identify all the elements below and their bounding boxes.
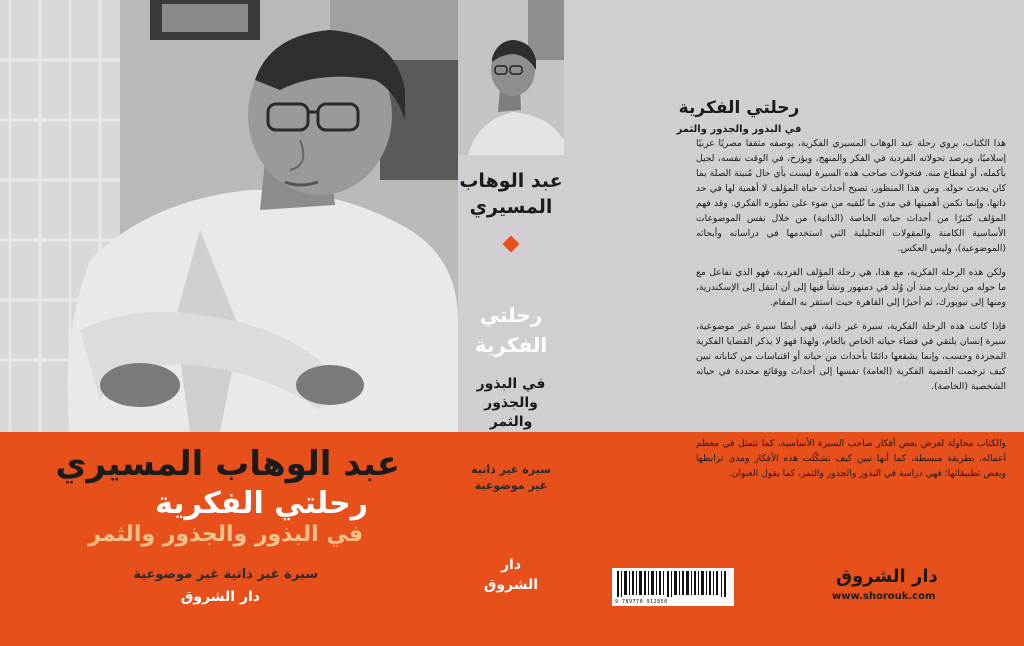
back-cover xyxy=(564,0,1024,646)
spine-photo-illustration xyxy=(458,0,564,155)
spine-subtitle-line-1: في البذور xyxy=(476,376,546,392)
spine-subtitle-line-3: والثمر xyxy=(489,414,533,430)
barcode-bars xyxy=(613,569,733,599)
spine-diamond-ornament xyxy=(503,236,520,253)
front-book-title: رحلتي الفكرية xyxy=(155,486,368,521)
spine-book-title xyxy=(458,300,564,360)
blurb-paragraph-1: هذا الكتاب، يروي رحلة عبد الوهاب المسيري الفكرية، بوصفه مثقفا مصريًا عربيًا إسلاميًا، ويرصد تحولاته الفردية في الفكر والمنهج، ويؤرخ، في الوقت نفسه، لجيل بأكمله، أو لقطاع منه. فتحولات صاحب هذه السيرة ليست بأي حال مُنبتة الصلة بما كان يحدث حوله. ومن هذا المنظور، تصبح أحداث حياة المؤلف لا أهمية لها في حد ذاتها، وإنما تكمن أهميتها في مدى ما تُلقيه من ضوء على تطوره الفكري. وقد فهم المؤلف كثيرًا من أحداث حياته الخاصة (الذاتية) من خلال نفس الموضوعات الأساسية الكامنة والمقولات التحليلية التي استخدمها في دراساته وأبحاثه (الموضوعية)، وليس العكس. xyxy=(696,138,1006,254)
isbn-barcode xyxy=(612,568,734,606)
back-blurb xyxy=(696,136,1006,403)
spine-title-line-1: رحلتي xyxy=(479,303,543,327)
spine-author-line-1: عبد الوهاب xyxy=(459,170,563,192)
author-photo xyxy=(0,0,458,432)
spine-author-name xyxy=(458,168,564,220)
spine-genre-label xyxy=(458,462,564,494)
publisher-website: www.shorouk.com xyxy=(832,591,936,602)
spine-title-line-2: الفكرية xyxy=(474,333,548,357)
spine-author-line-2: المسيري xyxy=(469,196,553,218)
spine-author-photo xyxy=(458,0,564,155)
blurb-paragraph-4: والكتاب محاولة لعرض بعض أفكار صاحب السيرة الأساسية، كما تتمثل في معظم أعماله، بطريقة مبسطة، كما أنها تبين كيف تشكّلت هذه الأفكار ومدى ترابطها وبعض تطبيقاتها؛ فهي دراسة في البذور والجذور والثمر، كما يقول العنوان. xyxy=(696,438,1006,479)
spine-publisher-line-2: الشروق xyxy=(483,577,539,593)
spine-book-subtitle xyxy=(458,375,564,432)
spine-publisher-line-1: دار xyxy=(500,557,522,573)
front-author-name: عبد الوهاب المسيري xyxy=(55,444,400,484)
barcode-number: 9 789770 912850 xyxy=(615,599,668,605)
spine-genre-line-1: سيرة غير ذاتية xyxy=(471,463,551,476)
front-book-subtitle: في البذور والجذور والثمر xyxy=(88,522,363,547)
back-publisher-logo: دار الشروق xyxy=(836,566,938,587)
spine-genre-line-2: غير موضوعية xyxy=(474,479,548,492)
book-spine xyxy=(458,0,564,646)
blurb-paragraph-2: ولكن هذه الرحلة الفكرية، مع هذا، هي رحلة المؤلف الفردية، فهو الذي تفاعل مع ما حوله من تجارب منذ أن وُلد في دمنهور ونشأ فيها إلى أن انتقل إلى الإسكندرية، ومنها إلى نيويورك، ثم أخيرًا إلى القاهرة حيث استقر به المقام. xyxy=(696,267,1006,308)
spine-subtitle-line-2: والجذور xyxy=(484,395,538,411)
back-book-subtitle: في البذور والجذور والثمر xyxy=(676,124,802,135)
blurb-paragraph-3: فإذا كانت هذه الرحلة الفكرية، سيرة غير ذاتية، فهي أيضًا سيرة غير موضوعية، سيرة إنسان يلتقي في فضاء حياته الخاص بالعام، ولهذا فهو لا يذكر القضايا الفكرية المجردة وحسب، وإنما يشفعها دائمًا بأحداث من حياته أو اقتباسات من كتاباته تبين كيف ترجمت القضية الفكرية (العامة) نفسها إلى أحداث ووقائع محددة في حياته الشخصية (الخاصة). xyxy=(696,321,1006,392)
back-book-title: رحلتي الفكرية xyxy=(678,98,800,118)
author-photo-illustration xyxy=(0,0,458,432)
front-publisher-logo: دار الشروق xyxy=(180,589,260,605)
front-genre-label: سيرة غير ذاتية غير موضوعية xyxy=(133,567,318,582)
spine-publisher-logo xyxy=(458,555,564,595)
front-cover xyxy=(0,0,458,646)
